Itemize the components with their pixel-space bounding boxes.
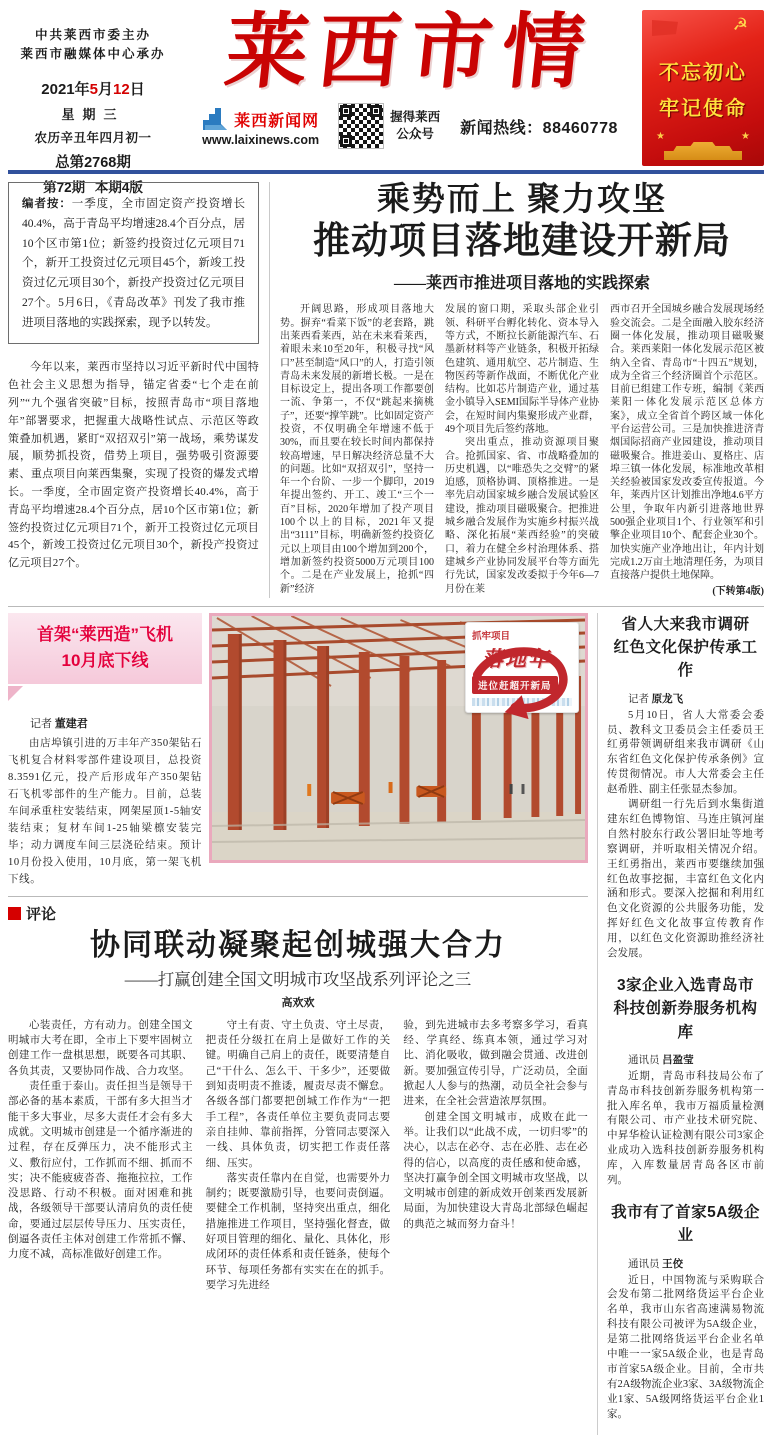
renda-article-body: [607, 709, 764, 962]
masthead-title-zone: [184, 7, 636, 166]
commentary-columns: [8, 1018, 588, 1294]
tech-title-line1: 3家企业入选青岛市: [616, 977, 755, 995]
byline-name: 原龙飞: [651, 692, 684, 705]
hotline-label: 新闻热线：: [460, 119, 543, 137]
right-rail: [597, 613, 764, 1435]
date-day: 12: [113, 80, 130, 98]
commentary-column-2: [206, 1018, 391, 1294]
commentary-top-rule: [8, 896, 588, 897]
tech-article: [607, 974, 764, 1189]
issue-total: 总第2768期: [55, 154, 131, 171]
date-month: 5: [89, 80, 98, 98]
date-year: 2021: [41, 80, 75, 98]
commentary-title: 协同联动凝聚起创城强大合力: [90, 928, 506, 962]
qr-code-icon: [339, 104, 383, 148]
news-hotline: [460, 115, 618, 138]
lead-deck: ——莱西市推进项目落地的实践探索: [393, 275, 650, 293]
tech-article-body: [607, 1070, 764, 1189]
byline-label: 通讯员: [628, 1258, 660, 1270]
issue-pages: 本期4版: [94, 179, 143, 195]
pink-triangle-decoration: [8, 686, 23, 701]
renda-paragraph-2: 调研组一行先后到水集街道建东红色博物馆、马连庄镇河崖自然村胶东行政公署旧址等地考察调研，并听取相关情况介绍。王红勇指出，莱西市要继续加强红色故事挖掘，丰富红色文化内涵和形式。要深入挖掘和利用红色文化资源的公共服务功能，发挥好红色文化故事宣传教育作用，以红色文化资源助推经济社会发展。: [607, 799, 764, 960]
section-divider: [8, 606, 764, 607]
lead-section: [0, 174, 772, 602]
tech-byline: [607, 1052, 764, 1067]
construction-site-photo: [209, 613, 588, 863]
middle-row: [8, 613, 588, 888]
qr-label-line2: 公众号: [396, 127, 434, 142]
commentary-deck: ——打赢创建全国文明城市攻坚战系列评论之三: [124, 969, 472, 989]
date-month-unit: 月: [98, 80, 114, 98]
commentary-tag-label: 评论: [26, 905, 57, 923]
renda-title-line2: 红色文化保护传承工作: [613, 639, 758, 680]
badge-line2: 落地年: [482, 646, 551, 671]
company-paragraph: 近日，中国物流与采购联合会发布第二批网络货运平台企业名单，我市山东省高速满易物流科技有限公司被评为5A级企业，是第二批网络货运平台企业名单中唯一一家5A级企业，也是青岛市首家5A级企业。目前，全市共有2A级物流企业3家、3A级物流企业1家、5A级网络货运平台企业1家。: [607, 1274, 764, 1420]
byline-name: 董建君: [54, 717, 88, 730]
jump-to-page-notice: (下转第4版): [712, 585, 764, 597]
slogan-line-2: 牢记使命: [659, 97, 747, 120]
tech-paragraph: 近期，青岛市科技局公布了青岛市科技创新券服务机构第一批入库名单，我市万福质量检测有限公司、市产业技术研究院、中昇华检认证检测有限公司3家企业成功入选科技创新券服务机构库，入库数量居青岛各区市前列。: [607, 1070, 764, 1187]
commentary-column-3: [403, 1018, 588, 1294]
badge-line1: 抓牢项目: [472, 630, 511, 642]
lead-col2-paragraph-2: 突出重点，推动资源项目聚合。抢抓国家、省、市战略叠加的历史机遇，以“唯恐失之交臂”的紧迫感，顶格协调、顶格推进。一是率先启动国家城乡融合发展试验区建设，推动项目磁吸聚合。把推进城乡融合发展作为实施乡村振兴战略、深化拓展“莱西经验”的突破口，着力在健全乡村治理体系、搭建城乡产业协同发展平台等方面先行先试，国家发改委拟于今年6—7月份在莱: [445, 437, 599, 595]
commentary-section: [8, 896, 588, 1294]
plane-title-line2: 10月底下线: [61, 651, 149, 671]
lead-col2-paragraph-1: 发展的窗口期，采取头部企业引领、科研平台孵化转化、资本导入等方式，不断拉长新能源汽车、石墨新材料等产业链条，积极开拓绿色建筑、通用航空、芯片制造、生物医药等新作战面，不断优化产业结构。比如芯片制造产业，通过基金小镇导入SEMI国际半导体产业协会，在短时间内集聚形成产业群，49个项目先后签约落地。: [445, 304, 599, 435]
byline-label: 通讯员: [628, 1054, 660, 1066]
renda-title-line1: 省人大来我市调研: [621, 615, 750, 633]
lead-columns: [280, 303, 764, 598]
qr-finder-icon: [340, 135, 352, 147]
star-icon: ★: [656, 131, 665, 142]
lead-left-column: [8, 179, 270, 598]
qr-block: [339, 104, 440, 148]
lower-left-area: [8, 613, 588, 1435]
photo-badge: [465, 622, 579, 713]
badge-skyline-decoration: [472, 698, 572, 706]
qr-finder-icon: [340, 105, 352, 117]
commentary-c3-p2: 创建全国文明城市，成败在此一举。让我们以“此战不成，一切归零”的决心，以志在必夺、志在必胜、志在必得的信心，以高度的责任感和使命感，坚决打赢争创全国文明城市攻坚战，以文明城市创建的新成效开创莱西发展新局面，为加快建设大青岛北部绿色崛起的典范之城而努力奋斗！: [403, 1111, 589, 1230]
editor-note-box: [8, 179, 259, 344]
lead-col1-paragraph: 开阔思路，形成项目落地大势。摒弃“看菜下饭”的老套路，跳出莱西看莱西，站在未来看莱西，着眼未来10至20年，积极寻找“风口”甚至制造“风口”的人，打造引领青岛未来发展的新增长极。一是在目标设定上，提出各项工作都要创一流、争第一，不仅“跳起来摘桃子”，还要“撑竿跳”。比如固定资产投资，不仅明确全年增速不低于30%，而且要在较长时间内都保持较高增速，早日解决经济总量不大的问题。比如“双招双引”，坚持一年一个台阶、一步一个脚印，2019年提出签约、开工、竣工“三个一百”目标，2020年增加了投产项目100个以上的目标，2021年又提出“3111”目标，明确新签约投资亿元以上项目由100个增加到200个，增加新签约投资5000万元项目100个。二是在产业发展上，抢抓“四新”经济: [280, 304, 434, 595]
lower-section: [0, 611, 772, 1445]
plane-article-body: 由店埠镇引进的万丰年产350架钻石飞机复合材料零部件建设项目，总投资8.3591亿元，投产后形成年产350架钻石飞机零部件的生产能力。目前，总装车间承重柱安装结束，网架屋顶1-5轴安装结束；复材车间1-25轴梁檩安装完毕；动力调度车间三层浇砼结束。预计10月份投入使用，10月底，第一架飞机下线。: [8, 737, 202, 885]
byline-name: 吕盈莹: [662, 1053, 694, 1066]
date-day-unit: 日: [129, 80, 145, 98]
company-article-body: [607, 1274, 764, 1423]
lead-article: [280, 182, 764, 598]
slogan-banner: [642, 10, 764, 166]
date-block: [8, 78, 178, 196]
plane-title-line1: 首架“莱西造”飞机: [37, 624, 173, 644]
masthead-bottom-row: [202, 104, 618, 148]
site-url: www.laixinews.com: [202, 133, 320, 148]
hotline-number: 88460778: [542, 119, 618, 137]
laixi-news-logo-icon: [202, 105, 228, 131]
star-icon: ★: [741, 131, 750, 142]
byline-label: 记者: [628, 693, 649, 705]
lead-intro-paragraph: 今年以来，莱西市坚持以习近平新时代中国特色社会主义思想为指导，锚定省委“七个走在前列”“九个强省突破”目标，按照青岛市“项目落地年”部署要求，把握重大战略性试点、示范区等政策叠加机遇，紧盯“双招双引”第一战场，乘势谋发展，顺势抓投资，借势上项目，强势吸引资源要素、重点项目向莱西集聚，实现了投资的爆发式增长。一季度，全市固定资产投资增长40.4%，高于青岛平均增速28.4个百分点，居10个区市第1位；新签约投资过亿元项目71个，新开工投资过亿元项目45个，新竣工投资过亿元项目30个，新投产投资过亿元项目27个。: [8, 361, 259, 570]
weekday: 星期三: [61, 106, 125, 122]
commentary-c1-p2: 责任重于泰山。责任担当是领导干部必备的基本素质，干部有多大担当才能干多大事业，尽多大责任才会有多大成就。文明城市创建是一个循序渐进的过程，存在反弹压力，决不能形式主义、敷衍应付，工作抓而不细、抓而不实；决不能疲疲沓沓、拖拖拉拉，工作没思路、行动不积极。面对困难和挑战，各级领导干部要认清肩负的责任使命，要通过层层传导压力、压实责任，倒逼各责任主体对创建工作常抓不懈、力度不减，高标准做好创建工作。: [8, 1080, 193, 1261]
company-article: [607, 1201, 764, 1423]
renda-article-title: [607, 613, 764, 683]
slogan-line-1: 不忘初心: [659, 61, 747, 84]
lead-column-1: [280, 303, 434, 598]
byline-label: 记者: [30, 717, 52, 730]
qr-label-line1: 握得莱西: [390, 110, 441, 125]
badge-line3: 进位赶超开新局: [472, 676, 558, 694]
renda-byline: [607, 691, 764, 706]
lead-headline-line1: 乘势而上 聚力攻坚: [376, 182, 668, 218]
plane-byline: [8, 715, 202, 731]
issue-current: 第72期: [43, 179, 86, 195]
tiananmen-silhouette-icon: [664, 140, 742, 160]
editor-note-text: 一季度，全市固定资产投资增长40.4%，高于青岛平均增速28.4个百分点，居10个区市第1位；新签约投资过亿元项目71个，新开工投资过亿元项目45个，新竣工投资过亿元项目30个，新投产投资过亿元项目27个。5月6日，《青岛改革》刊发了我市推进项目落地的实践探索，现予以转发。: [22, 198, 245, 329]
publish-date: [8, 78, 178, 99]
lead-column-2: [445, 303, 599, 598]
renda-paragraph-1: 5月10日，省人大常委会委员、教科文卫委员会主任委员王红勇带领调研组来我市调研《山东省红色文化保护传承条例》宣传贯彻情况。市人大常委会主任赵希胜、副主任张显杰参加。: [607, 709, 764, 796]
byline-name: 王佼: [662, 1257, 684, 1270]
commentary-c1-p1: 心装责任，方有动力。创建全国文明城市大考在即，全市上下要牢固树立创建工作一盘棋思想，既要各司其职、各负其责，又要协同作战、合力攻坚。: [8, 1019, 193, 1077]
lead-column-3: [610, 303, 764, 598]
editor-note-label: 编者按：: [22, 198, 72, 210]
commentary-c2-p2: 落实责任靠内在自觉，也需要外力制约；既要激励引导，也要问责倒逼。要健全工作机制，坚持突出重点，细化措施推进工作项目，坚持强化督查，做好项目管理的细化、量化、具体化，形成闭环的责任体系和责任链条，使每个环节、每项任务都有实实在在的抓手。要学习先进经: [205, 1172, 391, 1292]
commentary-column-1: [8, 1018, 193, 1294]
red-flag-icon: [652, 20, 678, 36]
organizer-line-2: 莱西市融媒体中心承办: [20, 46, 166, 61]
date-year-unit: 年: [74, 80, 90, 98]
publication-info: [8, 10, 178, 195]
company-article-title: 我市有了首家5A级企业: [611, 1204, 760, 1245]
qr-label: [390, 109, 440, 143]
party-emblem-icon: ☭: [732, 15, 748, 34]
plane-article-title: [8, 613, 202, 684]
paper-title: 莱西市情: [221, 7, 599, 98]
commentary-author: 高欢欢: [281, 996, 315, 1009]
tech-title-line2: 科技创新券服务机构库: [613, 1000, 758, 1041]
news-site-block: [202, 105, 319, 147]
lunar-date: 农历辛丑年四月初一: [34, 130, 152, 145]
qr-finder-icon: [370, 105, 382, 117]
renda-article: [607, 613, 764, 962]
commentary-c2-p1: 守土有责、守土负责、守土尽责，把责任分级扛在肩上是做好工作的关键。明确自己肩上的责任，既要清楚自己“干什么、怎么干、干多少”，还要做到知责明责不推诿，履责尽责不懈怠。各级各部门都要把创城工作作为“一把手工程”，各责任单位主要负责同志要亲自挂帅、靠前指挥，分管同志要深入一线、具体负责，切实把工作责任落细、压实。: [205, 1019, 391, 1169]
lead-col3-paragraph: 西市召开全国城乡融合发展现场经验交流会。二是全面融入胶东经济圈一体化发展，推动项目磁吸聚合。莱西莱阳一体化发展示范区被纳入全省、青岛市“十四五”规划，成为全省三个经济圈首个示范区。目前已组建工作专班，编制《莱西莱阳一体化发展示范区总体方案》，成立全省首个跨区域一体化平台运营公司。三是加快推进济青烟国际招商产业园建设，推动项目磁吸聚合。推进姜山、夏格庄、店埠三镇一体化发展，标准地改革相关经验被国家发改委宣传报道。今年，莱西片区计划推出净地4.6平方公里，争取年内新引进落地世界500强企业项目1个、行业领军和引擎企业项目10个、配套企业30个。加快实施产业净地出让，年内计划完成1.2万亩土地清理任务，为项目直接落户提供土地保障。: [610, 304, 764, 582]
plane-article: [8, 613, 202, 888]
red-square-icon: [8, 907, 21, 920]
lead-headline-line2: 推动项目落地建设开新局: [313, 220, 731, 262]
tech-article-title: [607, 974, 764, 1044]
masthead: [0, 0, 772, 195]
organizer-line-1: 中共莱西市委主办: [34, 28, 151, 42]
commentary-c3-p1: 验，到先进城市去多考察多学习，看真经、学真经、练真本领，通过学习对比、消化吸收，做到融会贯通、改进创新。要加强宣传引导，广泛动员，全面掀起人人参与的热潮，动员全社会参与进来，在全社会营造浓厚氛围。: [403, 1019, 589, 1108]
site-name: 莱西新闻网: [234, 113, 320, 131]
company-byline: [607, 1256, 764, 1271]
